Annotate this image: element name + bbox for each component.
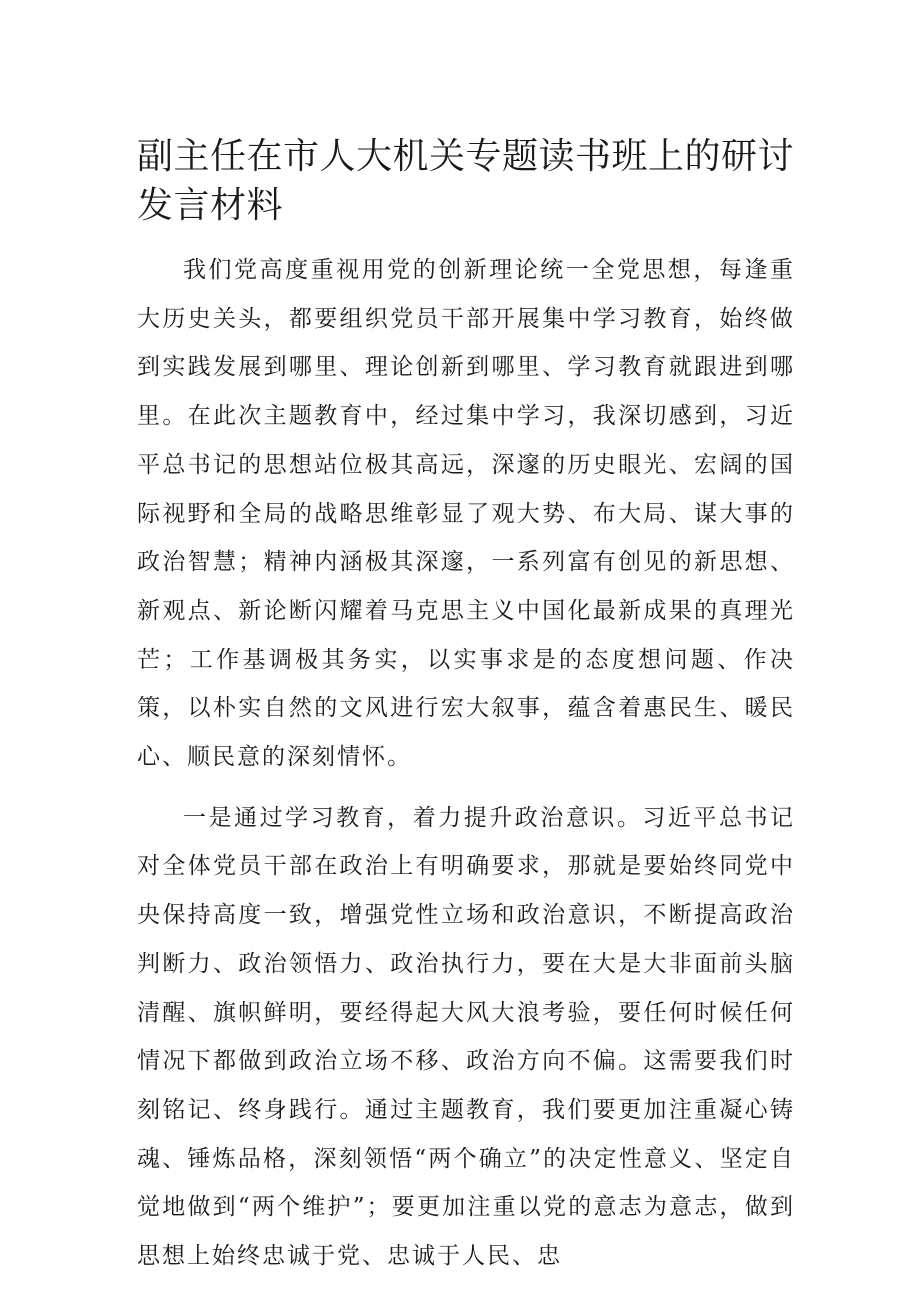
paragraph-intro: 我们党高度重视用党的创新理论统一全党思想，每逢重大历史关头，都要组织党员干部开展集中学习教育，始终做到实践发展到哪里、理论创新到哪里、学习教育就跟进到哪里。在此次主题教育中，经过集中学习，我深切感到，习近平总书记的思想站位极其高远，深邃的历史眼光、宏阔的国际视野和全局的战略思维彰显了观大势、布大局、谋大事的政治智慧；精神内涵极其深邃，一系列富有创见的新思想、新观点、新论断闪耀着马克思主义中国化最新成果的真理光芒；工作基调极其务实，以实事求是的态度想问题、作决策，以朴实自然的文风进行宏大叙事，蕴含着惠民生、暖民心、顺民意的深刻情怀。 — [137, 257, 795, 771]
paragraph-political-awareness: 一是通过学习教育，着力提升政治意识。习近平总书记对全体党员干部在政治上有明确要求，那就是要始终同党中央保持高度一致，增强党性立场和政治意识，不断提高政治判断力、政治领悟力、政治执行力，要在大是大非面前头脑清醒、旗帜鲜明，要经得起大风大浪考验，要任何时候任何情况下都做到政治立场不移、政治方向不偏。这需要我们时刻铭记、终身践行。通过主题教育，我们要更加注重凝心铸魂、锤炼品格，深刻领悟“两个确立”的决定性意义、坚定自觉地做到“两个维护”；要更加注重以党的意志为意志，做到思想上始终忠诚于党、忠诚于人民、忠 — [137, 804, 795, 1270]
document-body — [137, 246, 795, 1281]
document-title: 副主任在市人大机关专题读书班上的研讨发言材料 — [137, 136, 795, 226]
